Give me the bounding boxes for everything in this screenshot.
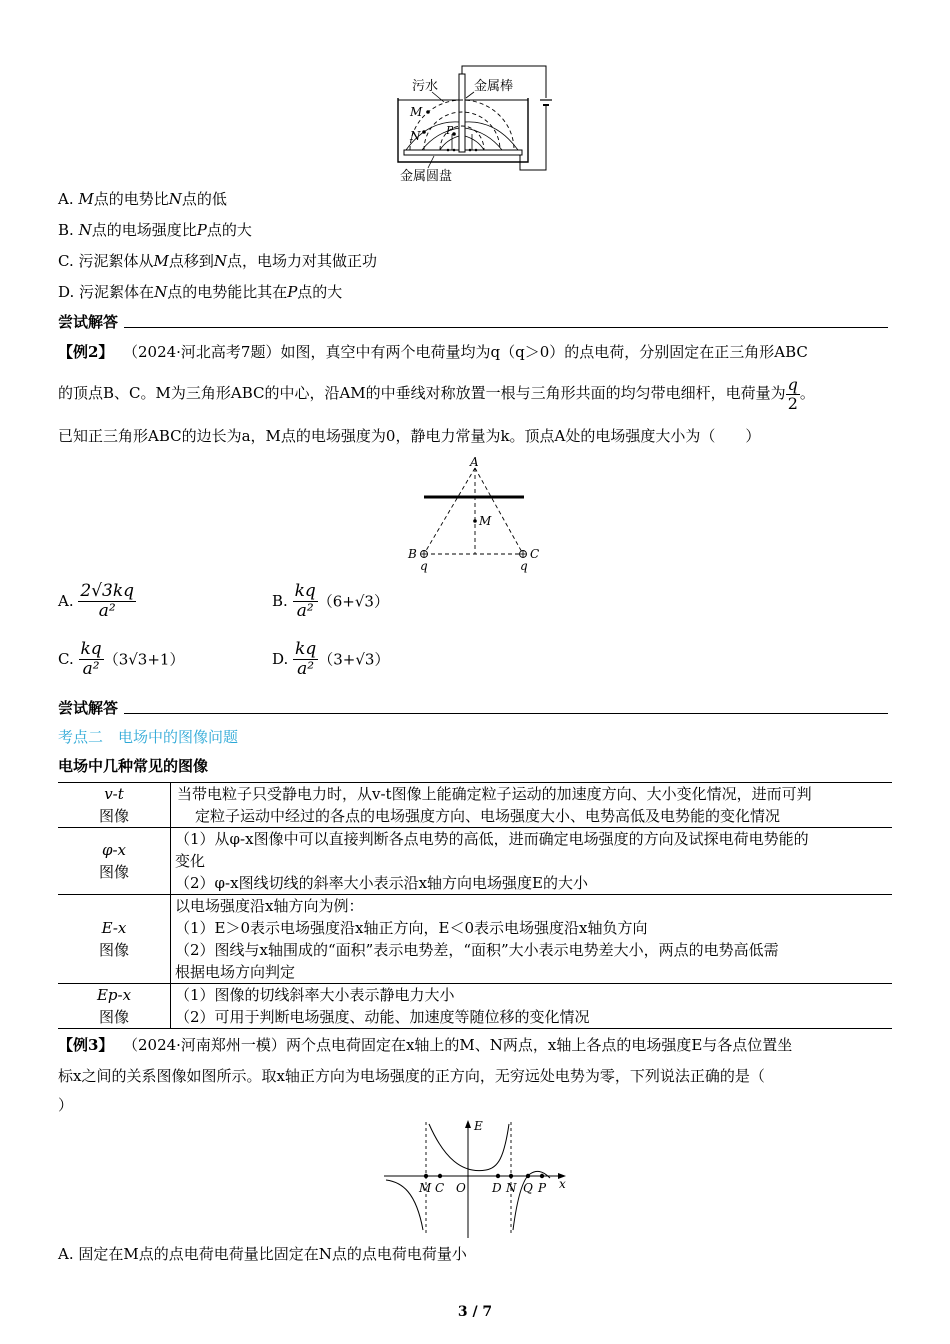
figure-triangle xyxy=(402,454,552,576)
section-subtitle: 电场中几种常见的图像 xyxy=(58,757,209,775)
row-head: v-t 图像 xyxy=(58,783,171,828)
label-o: O xyxy=(456,1181,466,1195)
row-content: （1）图像的切线斜率大小表示静电力大小 （2）可用于判断电场强度、动能、加速度等随位移的变化情况 xyxy=(171,984,893,1029)
label-d: D xyxy=(492,1181,502,1195)
label-m: M xyxy=(419,1181,432,1195)
label-p: P xyxy=(446,124,454,137)
label-disk: 金属圆盘 xyxy=(400,169,453,184)
point-n-dot xyxy=(422,130,426,134)
label-q-b: q xyxy=(420,559,428,573)
example2-line3: 已知正三角形ABC的边长为a，M点的电场强度为0，静电力常量为k。顶点A处的电场强度大小为（ ） xyxy=(58,427,761,445)
point-c-dot xyxy=(438,1174,442,1178)
label-c: C xyxy=(530,547,540,561)
example3-line2: 标x之间的关系图像如图所示。取x轴正方向为电场强度的正方向，无穷远处电势为零，下列说法正确的是（ xyxy=(58,1067,765,1085)
answer-blank-2[interactable] xyxy=(124,713,888,714)
row-content: 以电场强度沿x轴方向为例： （1）E＞0表示电场强度沿x轴正方向，E＜0表示电场强度沿x轴负方向 （2）图线与x轴围成的“面积”表示电势差，“面积”大小表示电势差大小，两点的电势高低需 根据电场方向判定 xyxy=(171,895,893,984)
answer-blank-1[interactable] xyxy=(124,327,888,328)
table-row xyxy=(58,783,892,828)
label-c: C xyxy=(435,1181,445,1195)
page-number: 3 / 7 xyxy=(457,1304,493,1320)
point-m-dot xyxy=(426,110,430,114)
label-b: B xyxy=(408,547,417,561)
point-n-dot xyxy=(509,1174,513,1178)
label-rod: 金属棒 xyxy=(474,79,514,94)
row-head: E-x 图像 xyxy=(58,895,171,984)
q1-option-a: A. M点的电势比N点的低 xyxy=(58,190,227,208)
point-m-dot xyxy=(473,519,477,523)
label-p: P xyxy=(538,1181,547,1195)
point-q-dot xyxy=(526,1174,530,1178)
point-m-dot xyxy=(424,1174,428,1178)
label-sewage: 污水 xyxy=(412,79,439,94)
label-n: N xyxy=(410,129,421,143)
row-content: 当带电粒子只受静电力时，从v-t图像上能确定粒子运动的加速度方向、大小变化情况，进而可判 定粒子运动中经过的各点的电场强度方向、电场强度大小、电势高低及电势能的变化情况 xyxy=(171,783,893,828)
try-answer-label-1: 尝试解答 xyxy=(58,313,119,331)
example2-tag: 【例2】 xyxy=(58,343,114,361)
example2-option-c: C. $\frac{kq}{\text{a²}}$ （3√3+1） xyxy=(58,639,185,679)
label-e: E xyxy=(474,1119,483,1133)
q1-option-d: D. 污泥絮体在N点的电势能比其在P点的大 xyxy=(58,283,343,301)
example2-option-a: A. $\frac{2√3kq}{\text{a²}}$ xyxy=(58,581,135,621)
figure-sewage-apparatus xyxy=(388,62,560,184)
label-a: A xyxy=(470,455,479,469)
label-m: M xyxy=(479,514,492,528)
label-q-c: q xyxy=(520,559,528,573)
label-n: N xyxy=(506,1181,517,1195)
point-p-dot xyxy=(540,1174,544,1178)
example3-option-a: A. 固定在M点的点电荷电荷量比固定在N点的点电荷电荷量小 xyxy=(58,1245,467,1263)
example2-option-b: B. $\frac{kq}{\text{a²}}$ （6+√3） xyxy=(272,581,389,621)
label-x: x xyxy=(559,1177,566,1191)
example2-source: （2024·河北高考7题） xyxy=(122,343,281,361)
frac-q-over-2: $\frac{q}{2}$ xyxy=(787,375,798,413)
table-row xyxy=(58,828,892,895)
q1-option-c: C. 污泥絮体从M点移到N点，电场力对其做正功 xyxy=(58,252,378,270)
table-row xyxy=(58,895,892,984)
example2-option-d: D. $\frac{kq}{\text{a²}}$ （3+√3） xyxy=(272,639,390,679)
example2-line2: 的顶点B、C。M为三角形ABC的中心，沿AM的中垂线对称放置一根与三角形共面的均匀带电细杆，电荷量为 $\frac{q}{2}$ 。 xyxy=(58,375,815,413)
row-head: φ-x 图像 xyxy=(58,828,171,895)
table-row xyxy=(58,984,892,1029)
try-answer-label-2: 尝试解答 xyxy=(58,699,119,717)
example3-source: （2024·河南郑州一模） xyxy=(122,1036,286,1054)
example2-line1: 【例2】 （2024·河北高考7题）如图，真空中有两个电荷量均为q（q＞0）的点电荷，分别固定在正三角形ABC xyxy=(58,343,808,361)
point-d-dot xyxy=(496,1174,500,1178)
figure-e-x-graph xyxy=(382,1118,572,1242)
row-content: （1）从φ-x图像中可以直接判断各点电势的高低，进而确定电场强度的方向及试探电荷电势能的 变化 （2）φ-x图线切线的斜率大小表示沿x轴方向电场强度E的大小 xyxy=(171,828,893,895)
q1-option-b: B. N点的电场强度比P点的大 xyxy=(58,221,252,239)
row-head: Ep-x 图像 xyxy=(58,984,171,1029)
label-q: Q xyxy=(523,1181,533,1195)
section-title: 考点二 电场中的图像问题 xyxy=(58,728,239,746)
graph-types-table xyxy=(58,782,892,1029)
label-m: M xyxy=(410,105,423,119)
example3-line1: 【例3】 （2024·河南郑州一模）两个点电荷固定在x轴上的M、N两点，x轴上各点的电场强度E与各点位置坐 xyxy=(58,1036,793,1054)
example3-line3: ） xyxy=(58,1096,74,1114)
example3-tag: 【例3】 xyxy=(58,1036,114,1054)
